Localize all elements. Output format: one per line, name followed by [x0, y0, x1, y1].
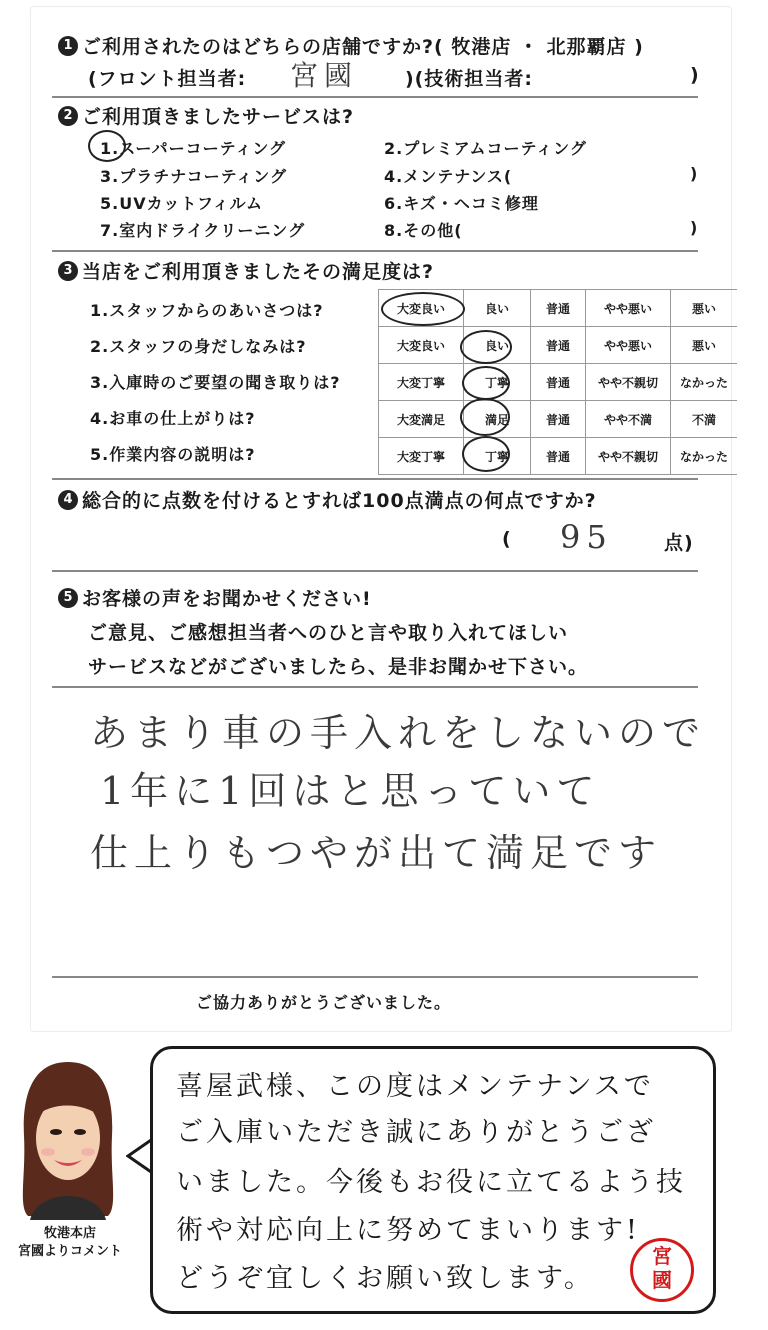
rating-question-4: 4.お車の仕上がりは?	[90, 409, 256, 428]
service-2: 2.プレミアムコーティング	[384, 139, 587, 158]
service-7: 7.室内ドライクリーニング	[100, 221, 306, 240]
service-4-close: )	[690, 164, 699, 183]
staff-comment-line-5: どうぞ宜しくお願い致します。	[176, 1263, 594, 1294]
customer-comment-line-1: あまり車の手入れをしないので	[90, 711, 707, 755]
rating-selection-circle	[460, 330, 512, 364]
divider	[52, 570, 698, 572]
divider	[52, 686, 698, 688]
staff-caption-store: 牧港本店	[43, 1226, 96, 1241]
rating-selection-circle	[460, 398, 510, 436]
rating-option: 普通	[531, 327, 586, 364]
service-3: 3.プラチナコーティング	[100, 167, 287, 186]
rating-option: 満足	[464, 401, 531, 438]
q2-question: ご利用頂きましたサービスは?	[82, 106, 355, 128]
q5-number: 5	[58, 588, 78, 608]
rating-option: なかった	[671, 364, 738, 401]
front-staff-label: (フロント担当者:	[88, 68, 247, 90]
service-6: 6.キズ・ヘコミ修理	[384, 194, 539, 213]
rating-selection-circle	[381, 292, 465, 326]
service-1: 1.スーパーコーティング	[100, 139, 287, 158]
customer-comment-line-3: 仕上りもつやが出て満足です	[90, 831, 663, 875]
staff-comment-line-1: 喜屋武様、この度はメンテナンスで	[176, 1071, 654, 1102]
q5-question: お客様の声をお聞かせください!	[82, 588, 372, 610]
rating-option: やや悪い	[586, 327, 671, 364]
divider	[52, 976, 698, 978]
service-8: 8.その他(	[384, 221, 463, 240]
score-open: (	[502, 528, 512, 550]
rating-selection-circle	[462, 436, 510, 472]
rating-option: 大変満足	[379, 401, 464, 438]
service-8-close: )	[690, 218, 699, 237]
q5-instruction-2: サービスなどがございましたら、是非お聞かせ下さい。	[88, 656, 589, 678]
rating-option: 不満	[671, 401, 738, 438]
score-value: 95	[560, 518, 613, 556]
rating-option: 普通	[531, 401, 586, 438]
rating-option: 普通	[531, 290, 586, 327]
q4-question: 総合的に点数を付けるとすれば100点満点の何点ですか?	[82, 490, 597, 512]
rating-question-5: 5.作業内容の説明は?	[90, 445, 256, 464]
rating-option: 普通	[531, 438, 586, 475]
rating-option: 良い	[464, 290, 531, 327]
rating-row	[379, 327, 738, 364]
rating-option: 丁寧	[464, 364, 531, 401]
rating-option: 大変丁寧	[379, 438, 464, 475]
rating-question-3: 3.入庫時のご要望の聞き取りは?	[90, 373, 341, 392]
rating-option: やや不親切	[586, 364, 671, 401]
service-4: 4.メンテナンス(	[384, 167, 513, 186]
rating-option: 丁寧	[464, 438, 531, 475]
staff-comment-line-3: いました。今後もお役に立てるよう技	[176, 1167, 686, 1198]
rating-row	[379, 401, 738, 438]
staff-comment-line-4: 術や対応向上に努めてまいります!	[176, 1215, 640, 1246]
tech-staff-close: )	[690, 64, 700, 86]
q2-number: 2	[58, 106, 78, 126]
divider	[52, 250, 698, 252]
q3-question: 当店をご利用頂きましたその満足度は?	[82, 261, 435, 283]
thanks-message: ご協力ありがとうございました。	[196, 993, 452, 1012]
front-staff-name: 宮國	[290, 59, 359, 92]
survey-card	[30, 6, 732, 1032]
customer-comment-line-2: 1年に1回はと思っていて	[100, 769, 601, 813]
divider	[52, 478, 698, 480]
rating-row	[379, 364, 738, 401]
rating-selection-circle	[462, 366, 510, 400]
name-stamp	[630, 1238, 694, 1302]
rating-option: やや不満	[586, 401, 671, 438]
q1-number: 1	[58, 36, 78, 56]
rating-option: やや不親切	[586, 438, 671, 475]
staff-comment-line-2: ご入庫いただき誠にありがとうござ	[176, 1117, 656, 1148]
rating-option: なかった	[671, 438, 738, 475]
rating-option: 悪い	[671, 327, 738, 364]
divider	[52, 96, 698, 98]
q4-number: 4	[58, 490, 78, 510]
rating-option: 悪い	[671, 290, 738, 327]
rating-option: 大変良い	[379, 290, 464, 327]
rating-option: 良い	[464, 327, 531, 364]
staff-avatar	[12, 1056, 124, 1220]
q3-number: 3	[58, 261, 78, 281]
tech-staff-label: )(技術担当者:	[405, 68, 533, 90]
score-unit: 点)	[664, 532, 694, 554]
rating-question-2: 2.スタッフの身だしなみは?	[90, 337, 307, 356]
rating-option: 普通	[531, 364, 586, 401]
staff-caption-name: 宮國よりコメント	[17, 1244, 122, 1259]
q5-instruction-1: ご意見、ご感想担当者へのひと言や取り入れてほしい	[88, 622, 569, 644]
service-5: 5.UVカットフィルム	[100, 194, 264, 213]
rating-row	[379, 438, 738, 475]
service-selection-circle	[88, 130, 126, 162]
rating-option: やや悪い	[586, 290, 671, 327]
rating-option: 大変丁寧	[379, 364, 464, 401]
rating-question-1: 1.スタッフからのあいさつは?	[90, 301, 324, 320]
stamp-text: 宮國	[652, 1244, 672, 1292]
q1-question: ご利用されたのはどちらの店舗ですか?( 牧港店 ・ 北那覇店 )	[82, 36, 644, 58]
rating-option: 大変良い	[379, 327, 464, 364]
